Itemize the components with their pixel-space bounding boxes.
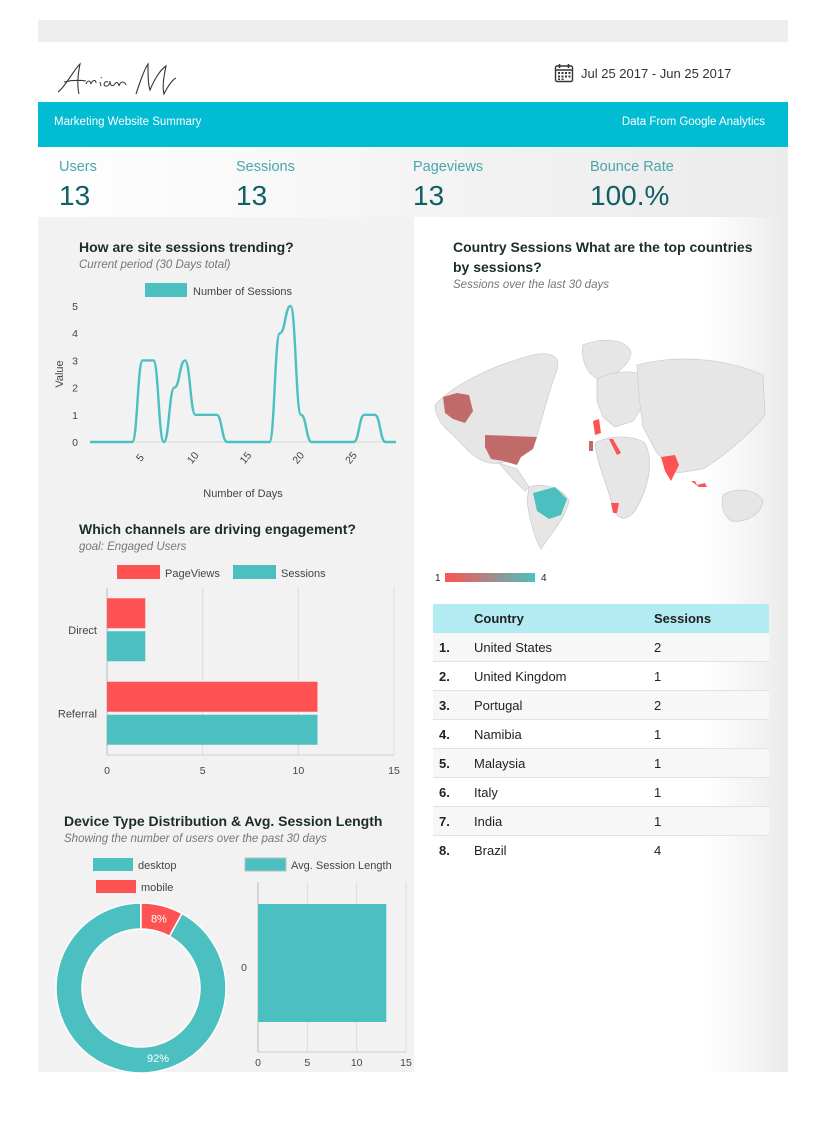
- donut-label-mobile: 8%: [150, 913, 167, 926]
- trend-title: How are site sessions trending?: [79, 239, 294, 255]
- kpi-users: [59, 147, 229, 217]
- y-category-label: Referral: [57, 708, 97, 721]
- map-malaysia: [691, 481, 707, 487]
- x-tick-label: 10: [292, 765, 305, 777]
- y-tick-label: 0: [72, 437, 78, 449]
- legend-label: PageViews: [165, 568, 220, 580]
- y-tick-label: 5: [72, 301, 78, 313]
- bar-sessions-referral: [107, 715, 317, 745]
- kpi-label: Sessions: [236, 159, 295, 175]
- country-sessions-table: [433, 604, 769, 864]
- table-header-rank: [433, 604, 474, 633]
- table-header-sessions: Sessions: [654, 604, 769, 633]
- kpi-value: 13: [236, 180, 268, 211]
- kpi-strip: [38, 147, 788, 217]
- calendar-icon: [554, 63, 574, 83]
- row-country: Malaysia: [474, 749, 654, 778]
- legend-label: Number of Sessions: [193, 286, 293, 298]
- bar-pageviews-referral: [107, 682, 317, 712]
- row-rank: 6.: [433, 778, 474, 807]
- row-sessions: 1: [654, 807, 769, 836]
- legend-label: desktop: [138, 860, 177, 872]
- map-asia: [637, 359, 765, 473]
- x-tick-label: 15: [388, 765, 400, 777]
- signature-text: Arian M: [52, 56, 56, 57]
- country-title-line2: by sessions?: [453, 259, 542, 275]
- legend-swatch-avg-session: [245, 858, 286, 871]
- map-legend: [433, 568, 573, 588]
- series-line-number-of-sessions: [90, 306, 396, 442]
- map-legend-gradient: [445, 573, 535, 582]
- y-tick-label: 2: [72, 382, 78, 395]
- y-axis-title: Value: [54, 360, 66, 388]
- row-sessions: 2: [654, 691, 769, 720]
- kpi-value: 13: [413, 180, 445, 211]
- device-subtitle: Showing the number of users over the past 30 days: [64, 833, 327, 845]
- kpi-sessions: [236, 147, 406, 217]
- row-country: United States: [474, 633, 654, 662]
- table-row: [433, 633, 769, 662]
- row-rank: 5.: [433, 749, 474, 778]
- x-tick-label: 5: [304, 1057, 311, 1069]
- channels-bar-chart: [38, 560, 414, 785]
- device-title: Device Type Distribution & Avg. Session Length: [64, 813, 383, 829]
- y-category-label: Direct: [68, 624, 97, 637]
- row-rank: 7.: [433, 807, 474, 836]
- table-row: [433, 749, 769, 778]
- row-sessions: 1: [654, 720, 769, 749]
- x-tick-label: 20: [290, 449, 308, 467]
- country-subtitle: Sessions over the last 30 days: [453, 279, 609, 291]
- map-united-kingdom: [593, 419, 601, 435]
- x-tick-label: 5: [199, 765, 206, 777]
- device-donut-chart: [38, 852, 414, 1074]
- report-title: Marketing Website Summary: [54, 116, 202, 128]
- country-title-line1: Country Sessions What are the top countries: [453, 239, 753, 255]
- map-central-america: [499, 463, 529, 491]
- x-tick-label: 25: [343, 449, 360, 467]
- top-bar: [38, 20, 788, 42]
- row-rank: 1.: [433, 633, 474, 662]
- date-range[interactable]: [554, 62, 731, 84]
- kpi-label: Pageviews: [413, 159, 484, 175]
- world-map: [433, 335, 769, 555]
- kpi-pageviews: [413, 147, 583, 217]
- kpi-label: Users: [59, 159, 97, 175]
- row-country: India: [474, 807, 654, 836]
- bar-pageviews-direct: [107, 598, 145, 628]
- row-country: Namibia: [474, 720, 654, 749]
- map-portugal: [589, 441, 593, 451]
- kpi-value: 100.%: [590, 180, 670, 211]
- x-tick-label: 15: [400, 1057, 412, 1069]
- x-tick-label: 10: [184, 449, 202, 467]
- row-country: Italy: [474, 778, 654, 807]
- legend-swatch-desktop: [93, 858, 133, 871]
- bar-sessions-direct: [107, 631, 145, 661]
- report-banner: [38, 102, 788, 147]
- table-row: [433, 807, 769, 836]
- row-country: Brazil: [474, 842, 507, 858]
- donut-label-desktop: 92%: [146, 1053, 170, 1065]
- row-sessions: 1: [654, 662, 769, 691]
- x-tick-label: 0: [104, 765, 110, 777]
- table-header-country: Country: [474, 604, 654, 633]
- map-india: [661, 455, 679, 481]
- map-australia: [722, 490, 763, 521]
- bar-avg-session-length: [258, 904, 386, 1022]
- table-header-row: [433, 604, 769, 633]
- kpi-label: Bounce Rate: [590, 159, 674, 175]
- signature-logo: [52, 56, 182, 102]
- row-rank: 2.: [433, 662, 474, 691]
- table-row: [433, 691, 769, 720]
- x-tick-label: 10: [350, 1057, 363, 1069]
- map-legend-max: 4: [541, 573, 547, 584]
- row-country: Portugal: [474, 691, 654, 720]
- trend-subtitle: Current period (30 Days total): [79, 259, 231, 271]
- date-range-text: Jul 25 2017 - Jun 25 2017: [581, 65, 732, 81]
- y-tick-label: 1: [72, 409, 78, 422]
- table-row: [433, 662, 769, 691]
- row-rank: 8.: [439, 842, 450, 858]
- table-row: [433, 720, 769, 749]
- legend-swatch-mobile: [96, 880, 136, 893]
- table-row: [433, 778, 769, 807]
- row-rank: 4.: [433, 720, 474, 749]
- legend-swatch-sessions: [233, 565, 276, 579]
- sessions-trend-chart: [38, 278, 414, 508]
- row-sessions: 2: [654, 633, 769, 662]
- map-africa: [595, 437, 650, 518]
- kpi-value: 13: [59, 180, 91, 211]
- channels-title: Which channels are driving engagement?: [79, 521, 356, 537]
- table-row: [433, 836, 769, 865]
- row-country: United Kingdom: [474, 662, 654, 691]
- row-sessions: 1: [654, 778, 769, 807]
- row-sessions: 4: [654, 842, 662, 858]
- y-category-label: 0: [241, 962, 247, 974]
- x-tick-label: 15: [237, 449, 255, 467]
- legend-label: Sessions: [281, 568, 326, 580]
- data-source: Data From Google Analytics: [621, 116, 765, 128]
- x-axis-title: Number of Days: [203, 488, 283, 500]
- channels-subtitle: goal: Engaged Users: [79, 541, 187, 553]
- y-tick-label: 3: [72, 355, 78, 368]
- y-tick-label: 4: [72, 328, 78, 341]
- row-sessions: 1: [654, 749, 769, 778]
- legend-swatch: [145, 283, 187, 297]
- kpi-bounce-rate: [590, 147, 760, 217]
- legend-label: Avg. Session Length: [291, 860, 392, 872]
- x-tick-label: 5: [133, 451, 147, 465]
- x-tick-label: 0: [255, 1057, 261, 1069]
- legend-swatch-pageviews: [117, 565, 160, 579]
- row-rank: 3.: [433, 691, 474, 720]
- legend-label: mobile: [141, 882, 174, 894]
- map-legend-min: 1: [435, 573, 441, 584]
